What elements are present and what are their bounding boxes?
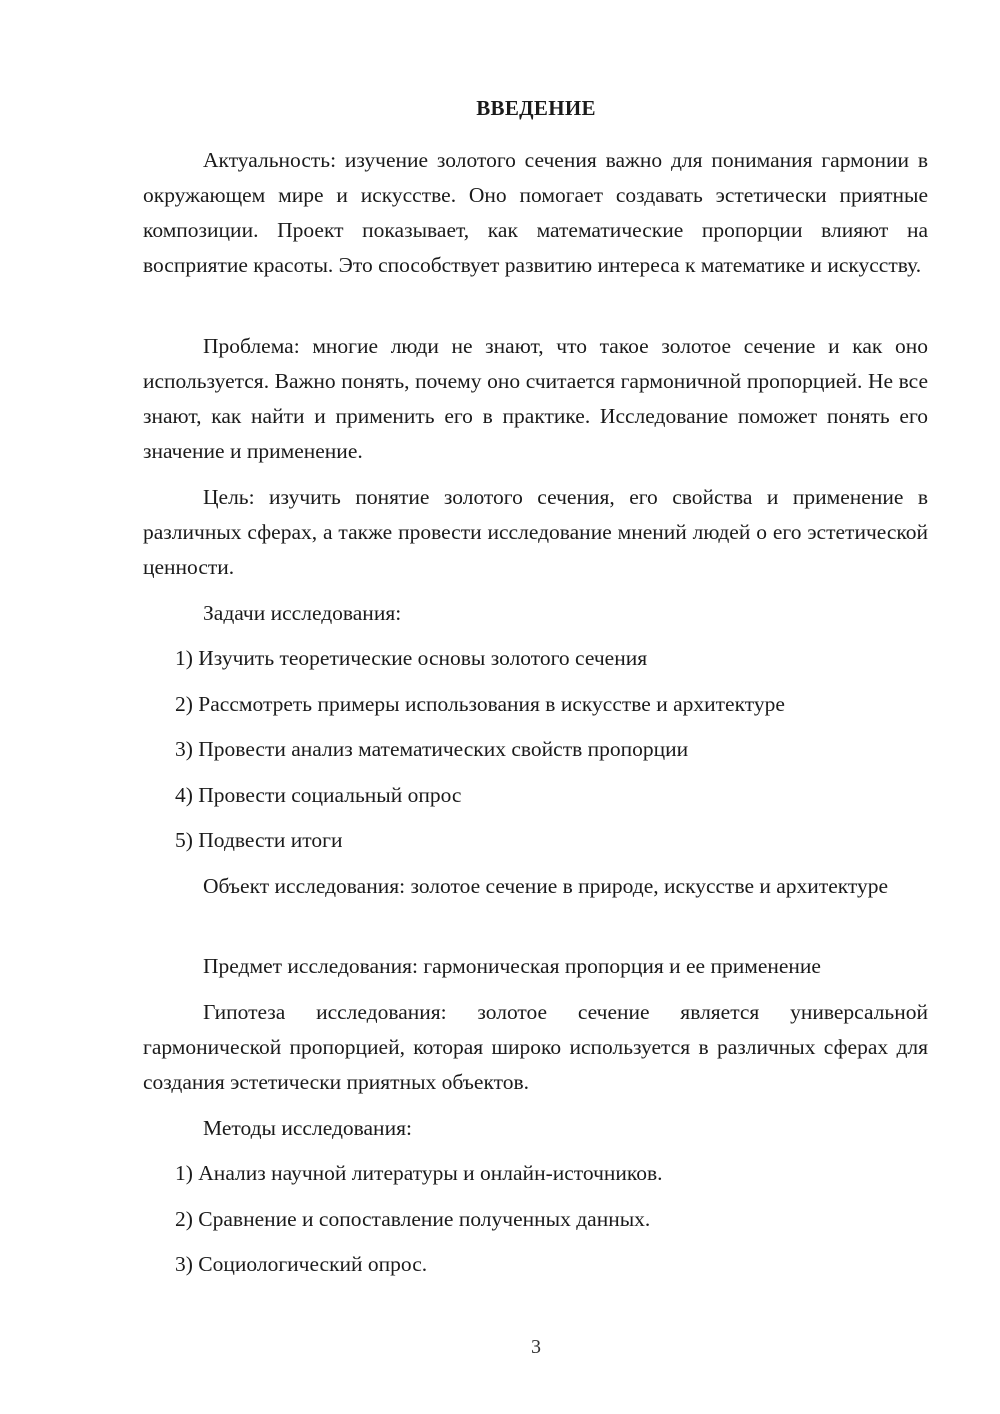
page-title: ВВЕДЕНИЕ: [476, 96, 596, 120]
problem-paragraph: Проблема: многие люди не знают, что такое золотое сечение и как оно используется. Важно понять, почему оно считается гармоничной пропорцией. Не все знают, как найти и применить его в практике. Исследование поможет понять его значение и применение.: [143, 334, 928, 463]
methods-label: Методы исследования:: [203, 1116, 412, 1140]
object-paragraph: Объект исследования: золотое сечение в природе, искусстве и архитектуре: [203, 874, 889, 898]
subject-paragraph: Предмет исследования: гармоническая пропорция и ее применение: [203, 954, 821, 978]
page-number: 3: [531, 1336, 541, 1358]
goal-paragraph: Цель: изучить понятие золотого сечения, его свойства и применение в различных сферах, а также провести исследование мнений людей о его эстетической ценности.: [143, 485, 928, 579]
hypothesis-paragraph: Гипотеза исследования: золотое сечение является универсальной гармонической пропорцией, которая широко используется в различных сферах для создания эстетически приятных объектов.: [143, 1000, 928, 1094]
task-item: 5) Подвести итоги: [175, 828, 343, 852]
method-item: 3) Социологический опрос.: [175, 1252, 428, 1276]
task-item: 1) Изучить теоретические основы золотого сечения: [175, 646, 648, 670]
method-item: 1) Анализ научной литературы и онлайн-источников.: [175, 1161, 663, 1185]
task-item: 2) Рассмотреть примеры использования в искусстве и архитектуре: [175, 692, 785, 716]
method-item: 2) Сравнение и сопоставление полученных данных.: [175, 1207, 651, 1231]
relevance-paragraph: Актуальность: изучение золотого сечения важно для понимания гармонии в окружающем мире и искусстве. Оно помогает создавать эстетически приятные композиции. Проект показывает, как математические пропорции влияют на восприятие красоты. Это способствует развитию интереса к математике и искусству.: [143, 148, 928, 277]
task-item: 4) Провести социальный опрос: [175, 783, 462, 807]
tasks-label: Задачи исследования:: [203, 601, 402, 625]
task-item: 3) Провести анализ математических свойств пропорции: [175, 737, 689, 761]
